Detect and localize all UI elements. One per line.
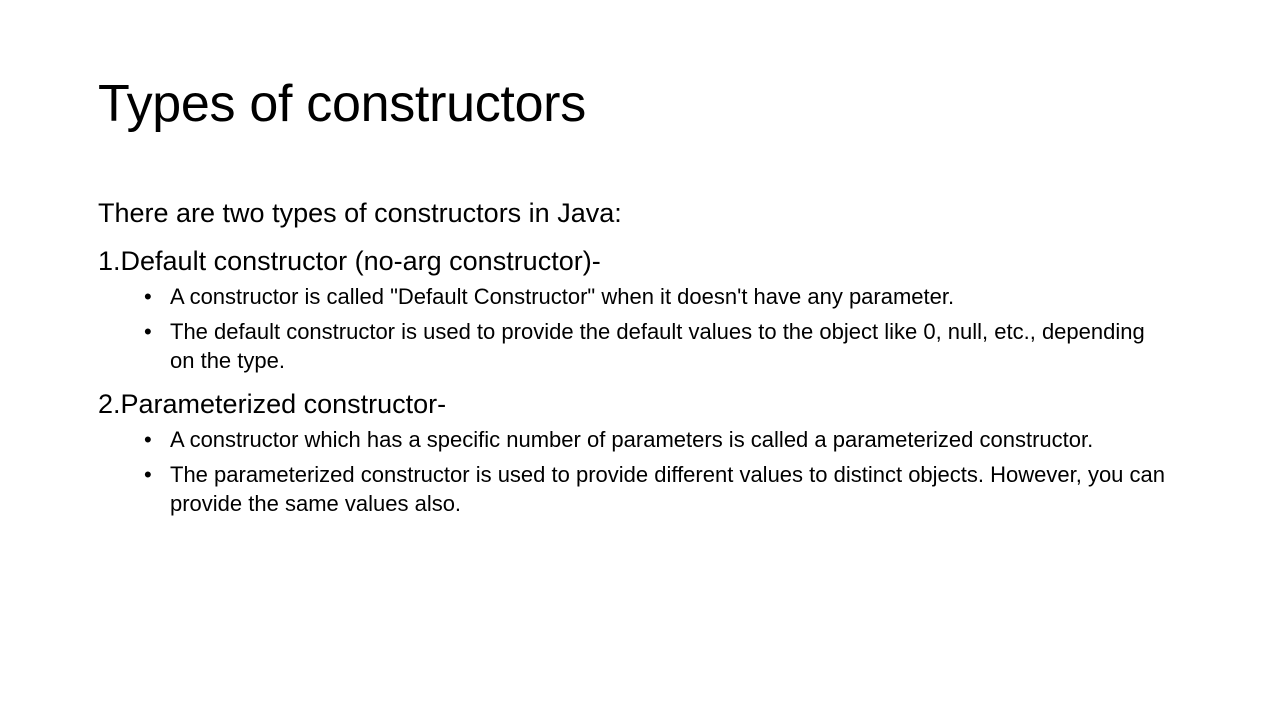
section-default-constructor bbox=[98, 244, 1198, 375]
bullet-text: A constructor is called "Default Constructor" when it doesn't have any parameter. bbox=[170, 284, 955, 309]
section-heading: 2.Parameterized constructor- bbox=[98, 389, 447, 419]
bullet-text: The parameterized constructor is used to provide different values to distinct objects. However, you can provide the same values also. bbox=[170, 462, 1165, 516]
bullet-text: The default constructor is used to provide the default values to the object like 0, null, etc., depending on the type. bbox=[170, 319, 1145, 373]
bullet-icon: • bbox=[144, 462, 152, 487]
bullet-item bbox=[98, 425, 1170, 454]
bullet-list bbox=[98, 282, 1198, 375]
bullet-item bbox=[98, 282, 1170, 311]
bullet-icon: • bbox=[144, 319, 152, 344]
bullet-list bbox=[98, 425, 1198, 518]
section-parameterized-constructor bbox=[98, 387, 1198, 518]
bullet-item bbox=[98, 460, 1170, 518]
section-heading: 1.Default constructor (no-arg constructor)- bbox=[98, 246, 601, 276]
slide-body bbox=[98, 196, 1198, 530]
bullet-icon: • bbox=[144, 427, 152, 452]
bullet-icon: • bbox=[144, 284, 152, 309]
bullet-text: A constructor which has a specific number of parameters is called a parameterized constructor. bbox=[170, 427, 1094, 452]
bullet-item bbox=[98, 317, 1170, 375]
slide-title: Types of constructors bbox=[98, 75, 586, 133]
intro-text: There are two types of constructors in Java: bbox=[98, 198, 622, 228]
